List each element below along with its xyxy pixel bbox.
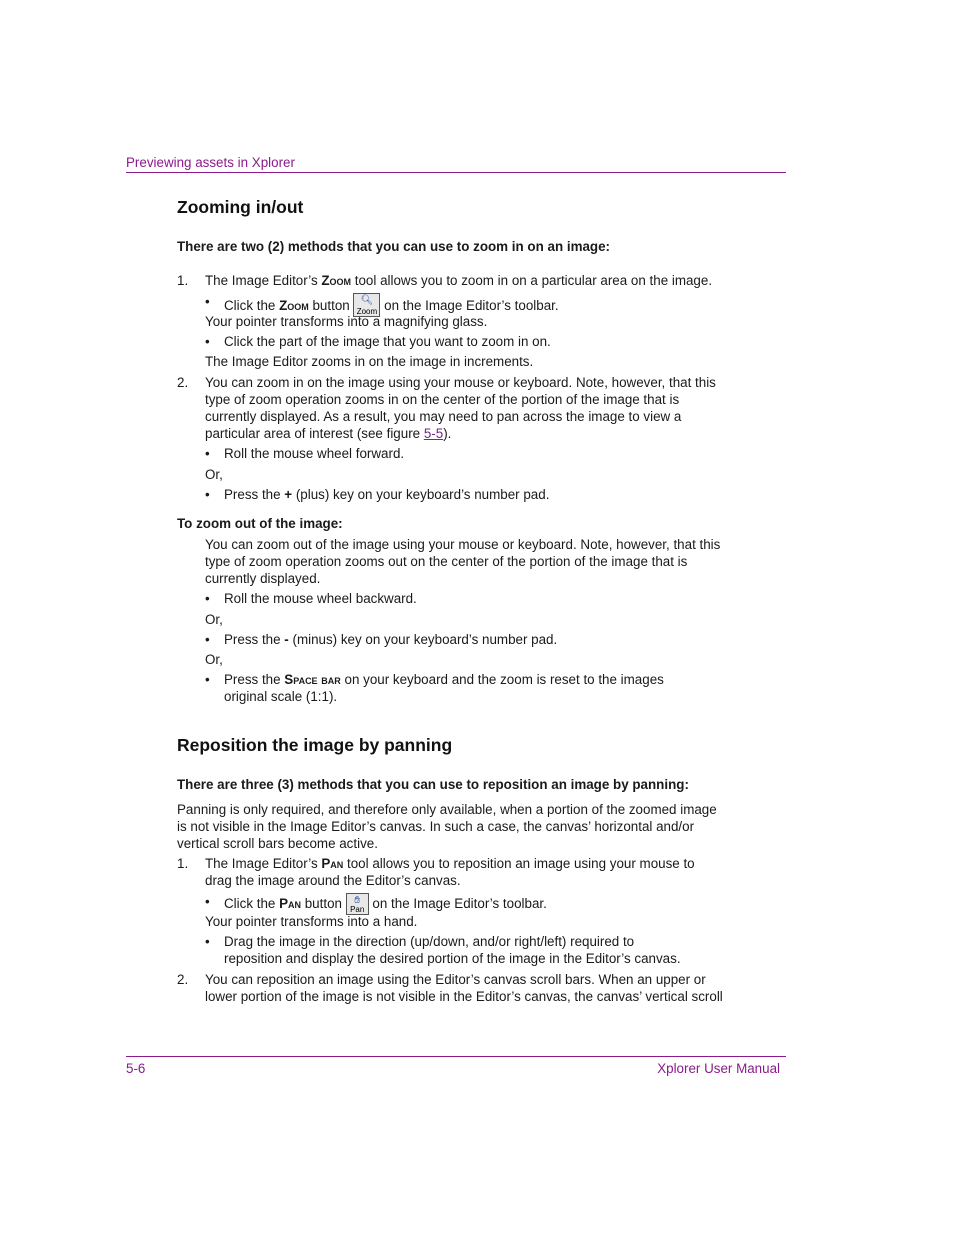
zoom-out-step-spacebar-cont: original scale (1:1).	[224, 689, 338, 704]
text: (plus) key on your keyboard’s number pad.	[292, 487, 550, 502]
text: The Image Editor’s	[205, 856, 322, 871]
pan-tool-name: Pan	[321, 856, 344, 871]
bullet: •	[205, 446, 210, 461]
bullet: •	[205, 294, 210, 309]
pan-method-1	[205, 855, 695, 872]
zoom-tool-name: Zoom	[321, 273, 352, 288]
pan-method-2-line: lower portion of the image is not visible in the Editor’s canvas, the canvas’ vertical scroll	[205, 989, 723, 1004]
pan-tool-name: Pan	[279, 896, 302, 911]
zoom-step-click: Click the part of the image that you want to zoom in on.	[224, 334, 551, 349]
zoom-intro: There are two (2) methods that you can use to zoom in on an image:	[177, 239, 611, 254]
pan-button-instruction	[224, 893, 547, 915]
zoom-out-line: currently displayed.	[205, 571, 321, 586]
pan-note-1: Your pointer transforms into a hand.	[205, 914, 418, 929]
zoom-step-wheel: Roll the mouse wheel forward.	[224, 446, 405, 461]
zoom-note-2: The Image Editor zooms in on the image in increments.	[205, 354, 534, 369]
zoom-method-2-line: You can zoom in on the image using your mouse or keyboard. Note, however, that this	[205, 375, 716, 390]
running-header: Previewing assets in Xplorer	[126, 155, 295, 170]
bullet: •	[205, 894, 210, 909]
text: (minus) key on your keyboard’s number pad.	[288, 632, 558, 647]
text: button	[308, 298, 354, 313]
zoom-method-2-line: type of zoom operation zooms in on the center of the portion of the image that is	[205, 392, 680, 407]
zoom-button-caption: Zoom	[356, 307, 378, 316]
magnifier-icon: 🔍︎	[360, 295, 374, 306]
section-title-pan: Reposition the image by panning	[177, 735, 453, 755]
figure-link[interactable]: 5-5	[423, 426, 444, 441]
page-number: 5-6	[126, 1061, 146, 1076]
bullet: •	[205, 672, 210, 687]
section-title-zoom: Zooming in/out	[177, 197, 304, 217]
pan-intro: There are three (3) methods that you can use to reposition an image by panning:	[177, 777, 689, 792]
pan-step-drag-cont: reposition and display the desired portion of the image in the Editor’s canvas.	[224, 951, 681, 966]
text: Click the	[224, 298, 280, 313]
zoom-out-step-minus-key	[224, 631, 557, 648]
zoom-out-heading: To zoom out of the image:	[177, 516, 343, 531]
text: ).	[443, 426, 452, 441]
footer-rule	[126, 1056, 786, 1057]
text: Click the	[224, 896, 280, 911]
pan-method-2-line: You can reposition an image using the Editor’s canvas scroll bars. When an upper or	[205, 972, 706, 987]
zoom-method-2-line	[205, 425, 451, 442]
hand-icon: ✋︎	[354, 895, 361, 906]
zoom-out-step-wheel: Roll the mouse wheel backward.	[224, 591, 417, 606]
list-number: 1.	[177, 856, 189, 871]
zoom-out-line: type of zoom operation zooms out on the center of the portion of the image that is	[205, 554, 688, 569]
text: button	[301, 896, 346, 911]
pan-method-1-cont: drag the image around the Editor’s canvas.	[205, 873, 461, 888]
zoom-out-line: You can zoom out of the image using your mouse or keyboard. Note, however, that this	[205, 537, 721, 552]
spacebar-key: Space bar	[284, 672, 341, 687]
zoom-step-plus-key	[224, 486, 549, 503]
or-text: Or,	[205, 612, 223, 627]
bullet: •	[205, 934, 210, 949]
zoom-method-1	[205, 272, 712, 289]
pan-step-drag: Drag the image in the direction (up/down, and/or right/left) required to	[224, 934, 635, 949]
pan-paragraph-line: is not visible in the Image Editor’s canvas. In such a case, the canvas’ horizontal and/or	[177, 819, 695, 834]
pan-button-icon	[346, 893, 369, 915]
or-text: Or,	[205, 652, 223, 667]
zoom-out-step-spacebar	[224, 671, 664, 688]
zoom-note-1: Your pointer transforms into a magnifying glass.	[205, 314, 488, 329]
pan-paragraph-line: Panning is only required, and therefore only available, when a portion of the zoomed image	[177, 802, 717, 817]
plus-key: +	[284, 487, 293, 502]
minus-key: -	[284, 632, 289, 647]
text: particular area of interest (see figure	[205, 426, 424, 441]
text: on your keyboard and the zoom is reset to the images	[340, 672, 664, 687]
list-number: 2.	[177, 972, 189, 987]
bullet: •	[205, 334, 210, 349]
bullet: •	[205, 632, 210, 647]
list-number: 1.	[177, 273, 189, 288]
bullet: •	[205, 487, 210, 502]
manual-title: Xplorer User Manual	[657, 1061, 780, 1076]
pan-button-caption: Pan	[350, 905, 365, 914]
or-text: Or,	[205, 467, 223, 482]
text: The Image Editor’s	[205, 273, 322, 288]
text: on the Image Editor’s toolbar.	[380, 298, 559, 313]
text: Press the	[224, 487, 285, 502]
text: Press the	[224, 672, 285, 687]
text: tool allows you to zoom in on a particular area on the image.	[351, 273, 713, 288]
list-number: 2.	[177, 375, 189, 390]
pan-paragraph-line: vertical scroll bars become active.	[177, 836, 378, 851]
text: on the Image Editor’s toolbar.	[368, 896, 547, 911]
zoom-tool-name: Zoom	[279, 298, 309, 313]
text: tool allows you to reposition an image using your mouse to	[343, 856, 695, 871]
text: Press the	[224, 632, 285, 647]
header-rule	[126, 172, 786, 173]
zoom-method-2-line: currently displayed. As a result, you may need to pan across the image to view a	[205, 409, 682, 424]
bullet: •	[205, 591, 210, 606]
